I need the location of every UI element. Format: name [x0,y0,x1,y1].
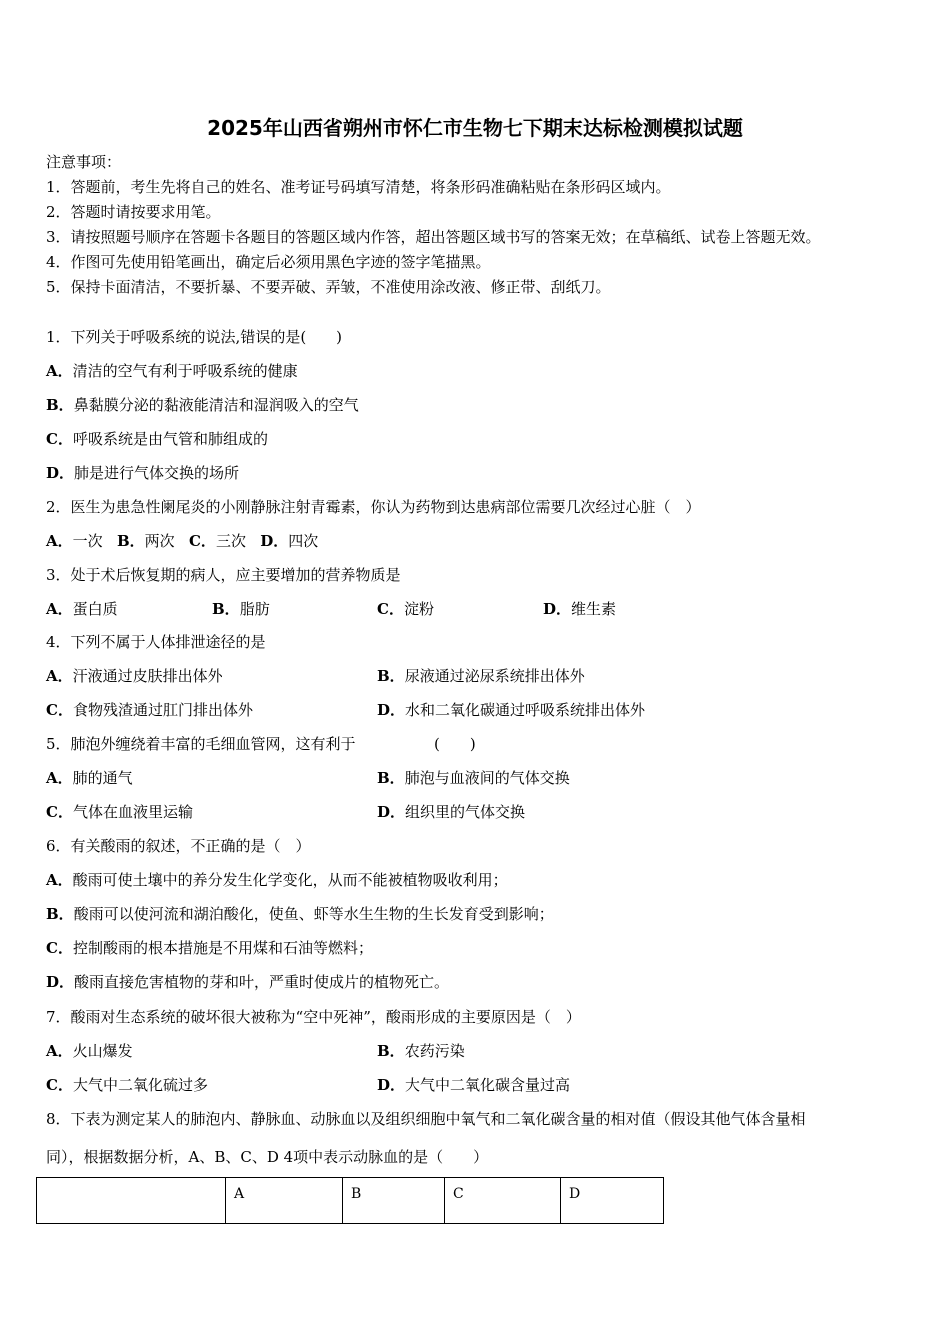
question-3-option-a [46,599,118,619]
question-6-option-a [46,870,508,890]
question-4-option-a [46,666,223,686]
option-label: C． [377,600,404,618]
option-text: 肺泡与血液间的气体交换 [404,769,570,787]
option-text: 四次 [288,532,319,550]
option-label: B． [377,769,405,787]
option-label: A． [46,362,73,380]
option-text: 肺的通气 [72,769,133,787]
question-1-option-c [46,429,268,449]
option-text: 大气中二氧化硫过多 [72,1076,208,1094]
option-text: 脂肪 [239,600,270,618]
question-2-options [46,531,318,551]
option-text: 火山爆发 [72,1042,133,1060]
option-text: 淀粉 [403,600,434,618]
option-label: D． [377,701,406,719]
option-text: 维生素 [571,600,617,618]
option-label: B． [377,1042,405,1060]
option-label: D． [260,532,289,550]
option-label: C． [46,430,73,448]
option-label: B． [46,905,74,923]
question-5-option-d [377,802,525,822]
table-cell [37,1178,226,1224]
table-row [37,1178,664,1224]
option-text: 尿液通过泌尿系统排出体外 [404,667,585,685]
option-text: 呼吸系统是由气管和肺组成的 [72,430,268,448]
option-label: A． [46,1042,73,1060]
notice-item: 5．保持卡面清洁，不要折暴、不要弄破、弄皱，不准使用涂改液、修正带、刮纸刀。 [46,278,611,296]
option-label: B． [46,396,74,414]
question-3-option-d [543,599,616,619]
question-3-option-c [377,599,434,619]
table-cell: A [226,1178,343,1224]
option-label: D． [377,1076,406,1094]
option-label: C． [46,1076,73,1094]
question-1-option-d [46,463,239,483]
question-4-stem: 4．下列不属于人体排泄途径的是 [46,633,266,651]
notice-item: 4．作图可先使用铅笔画出，确定后必须用黑色字迹的签字笔描黑。 [46,253,491,271]
table-cell: D [561,1178,664,1224]
question-5-stem: 5．肺泡外缠绕着丰富的毛细血管网，这有利于 [46,735,356,753]
question-1-option-b [46,395,359,415]
question-1-stem: 1．下列关于呼吸系统的说法,错误的是( ) [46,328,343,346]
notice-item: 3．请按照题号顺序在答题卡各题目的答题区域内作答，超出答题区域书写的答案无效；在草稿纸、试卷上答题无效。 [46,228,821,246]
option-label: A． [46,871,73,889]
option-text: 肺是进行气体交换的场所 [74,464,240,482]
option-label: B． [116,532,145,550]
option-text: 酸雨可使土壤中的养分发生化学变化，从而不能被植物吸收利用； [72,871,508,889]
option-text: 食物残渣通过肛门排出体外 [72,701,253,719]
option-text: 控制酸雨的根本措施是不用煤和石油等燃料； [72,939,373,957]
question-5-option-c [46,802,193,822]
option-label: D． [543,600,572,618]
option-label: D． [377,803,406,821]
option-text: 清洁的空气有利于呼吸系统的健康 [72,362,298,380]
notice-item: 2．答题时请按要求用笔。 [46,203,221,221]
question-7-option-d [377,1075,570,1095]
question-3-stem: 3．处于术后恢复期的病人，应主要增加的营养物质是 [46,566,401,584]
option-text: 组织里的气体交换 [405,803,526,821]
option-label: D． [46,464,75,482]
option-label: C． [188,532,216,550]
question-6-option-c [46,938,373,958]
option-label: A． [46,600,73,618]
option-text: 气体在血液里运输 [72,803,193,821]
option-text: 鼻黏膜分泌的黏液能清洁和湿润吸入的空气 [73,396,359,414]
option-label: A． [46,769,73,787]
question-7-option-b [377,1041,465,1061]
option-text: 水和二氧化碳通过呼吸系统排出体外 [405,701,646,719]
option-text: 一次 [72,532,103,550]
question-3-option-b [212,599,270,619]
data-table [36,1177,664,1224]
question-4-option-b [377,666,585,686]
question-8-stem-line-1: 8．下表为测定某人的肺泡内、静脉血、动脉血以及组织细胞中氧气和二氧化碳含量的相对值（假设其他气体含量相 [46,1110,806,1128]
question-6-stem: 6．有关酸雨的叙述，不正确的是（ ） [46,837,311,855]
option-text: 酸雨直接危害植物的芽和叶，严重时使成片的植物死亡。 [74,973,450,991]
option-text: 大气中二氧化碳含量过高 [405,1076,571,1094]
question-7-option-c [46,1075,208,1095]
option-label: A． [46,667,73,685]
question-7-stem: 7．酸雨对生态系统的破坏很大被称为“空中死神”，酸雨形成的主要原因是（ ） [46,1008,581,1026]
question-6-option-b [46,904,554,924]
notice-header: 注意事项： [46,153,122,171]
question-4-option-c [46,700,253,720]
option-label: A． [46,532,73,550]
option-text: 三次 [215,532,246,550]
option-label: C． [46,939,73,957]
option-text: 蛋白质 [72,600,118,618]
question-5-option-b [377,768,570,788]
option-label: C． [46,701,73,719]
option-text: 汗液通过皮肤排出体外 [72,667,223,685]
table-cell: C [445,1178,561,1224]
option-text: 农药污染 [404,1042,465,1060]
option-label: D． [46,973,75,991]
question-4-option-d [377,700,645,720]
question-1-option-a [46,361,298,381]
question-6-option-d [46,972,449,992]
option-label: B． [212,600,240,618]
question-2-stem: 2．医生为患急性阑尾炎的小刚静脉注射青霉素，你认为药物到达患病部位需要几次经过心脏（ ） [46,498,701,516]
page-title: 2025年山西省朔州市怀仁市生物七下期末达标检测模拟试题 [207,116,743,140]
option-label: C． [46,803,73,821]
question-8-stem-line-2: 同），根据数据分析，A、B、C、D 4项中表示动脉血的是（ ） [46,1148,489,1166]
question-7-option-a [46,1041,133,1061]
option-text: 两次 [144,532,175,550]
question-5-paren: ( ) [434,735,476,753]
option-label: B． [377,667,405,685]
notice-item: 1．答题前，考生先将自己的姓名、准考证号码填写清楚，将条形码准确粘贴在条形码区域内。 [46,178,671,196]
question-5-option-a [46,768,133,788]
option-text: 酸雨可以使河流和湖泊酸化，使鱼、虾等水生生物的生长发育受到影响； [73,905,554,923]
table-cell: B [343,1178,445,1224]
